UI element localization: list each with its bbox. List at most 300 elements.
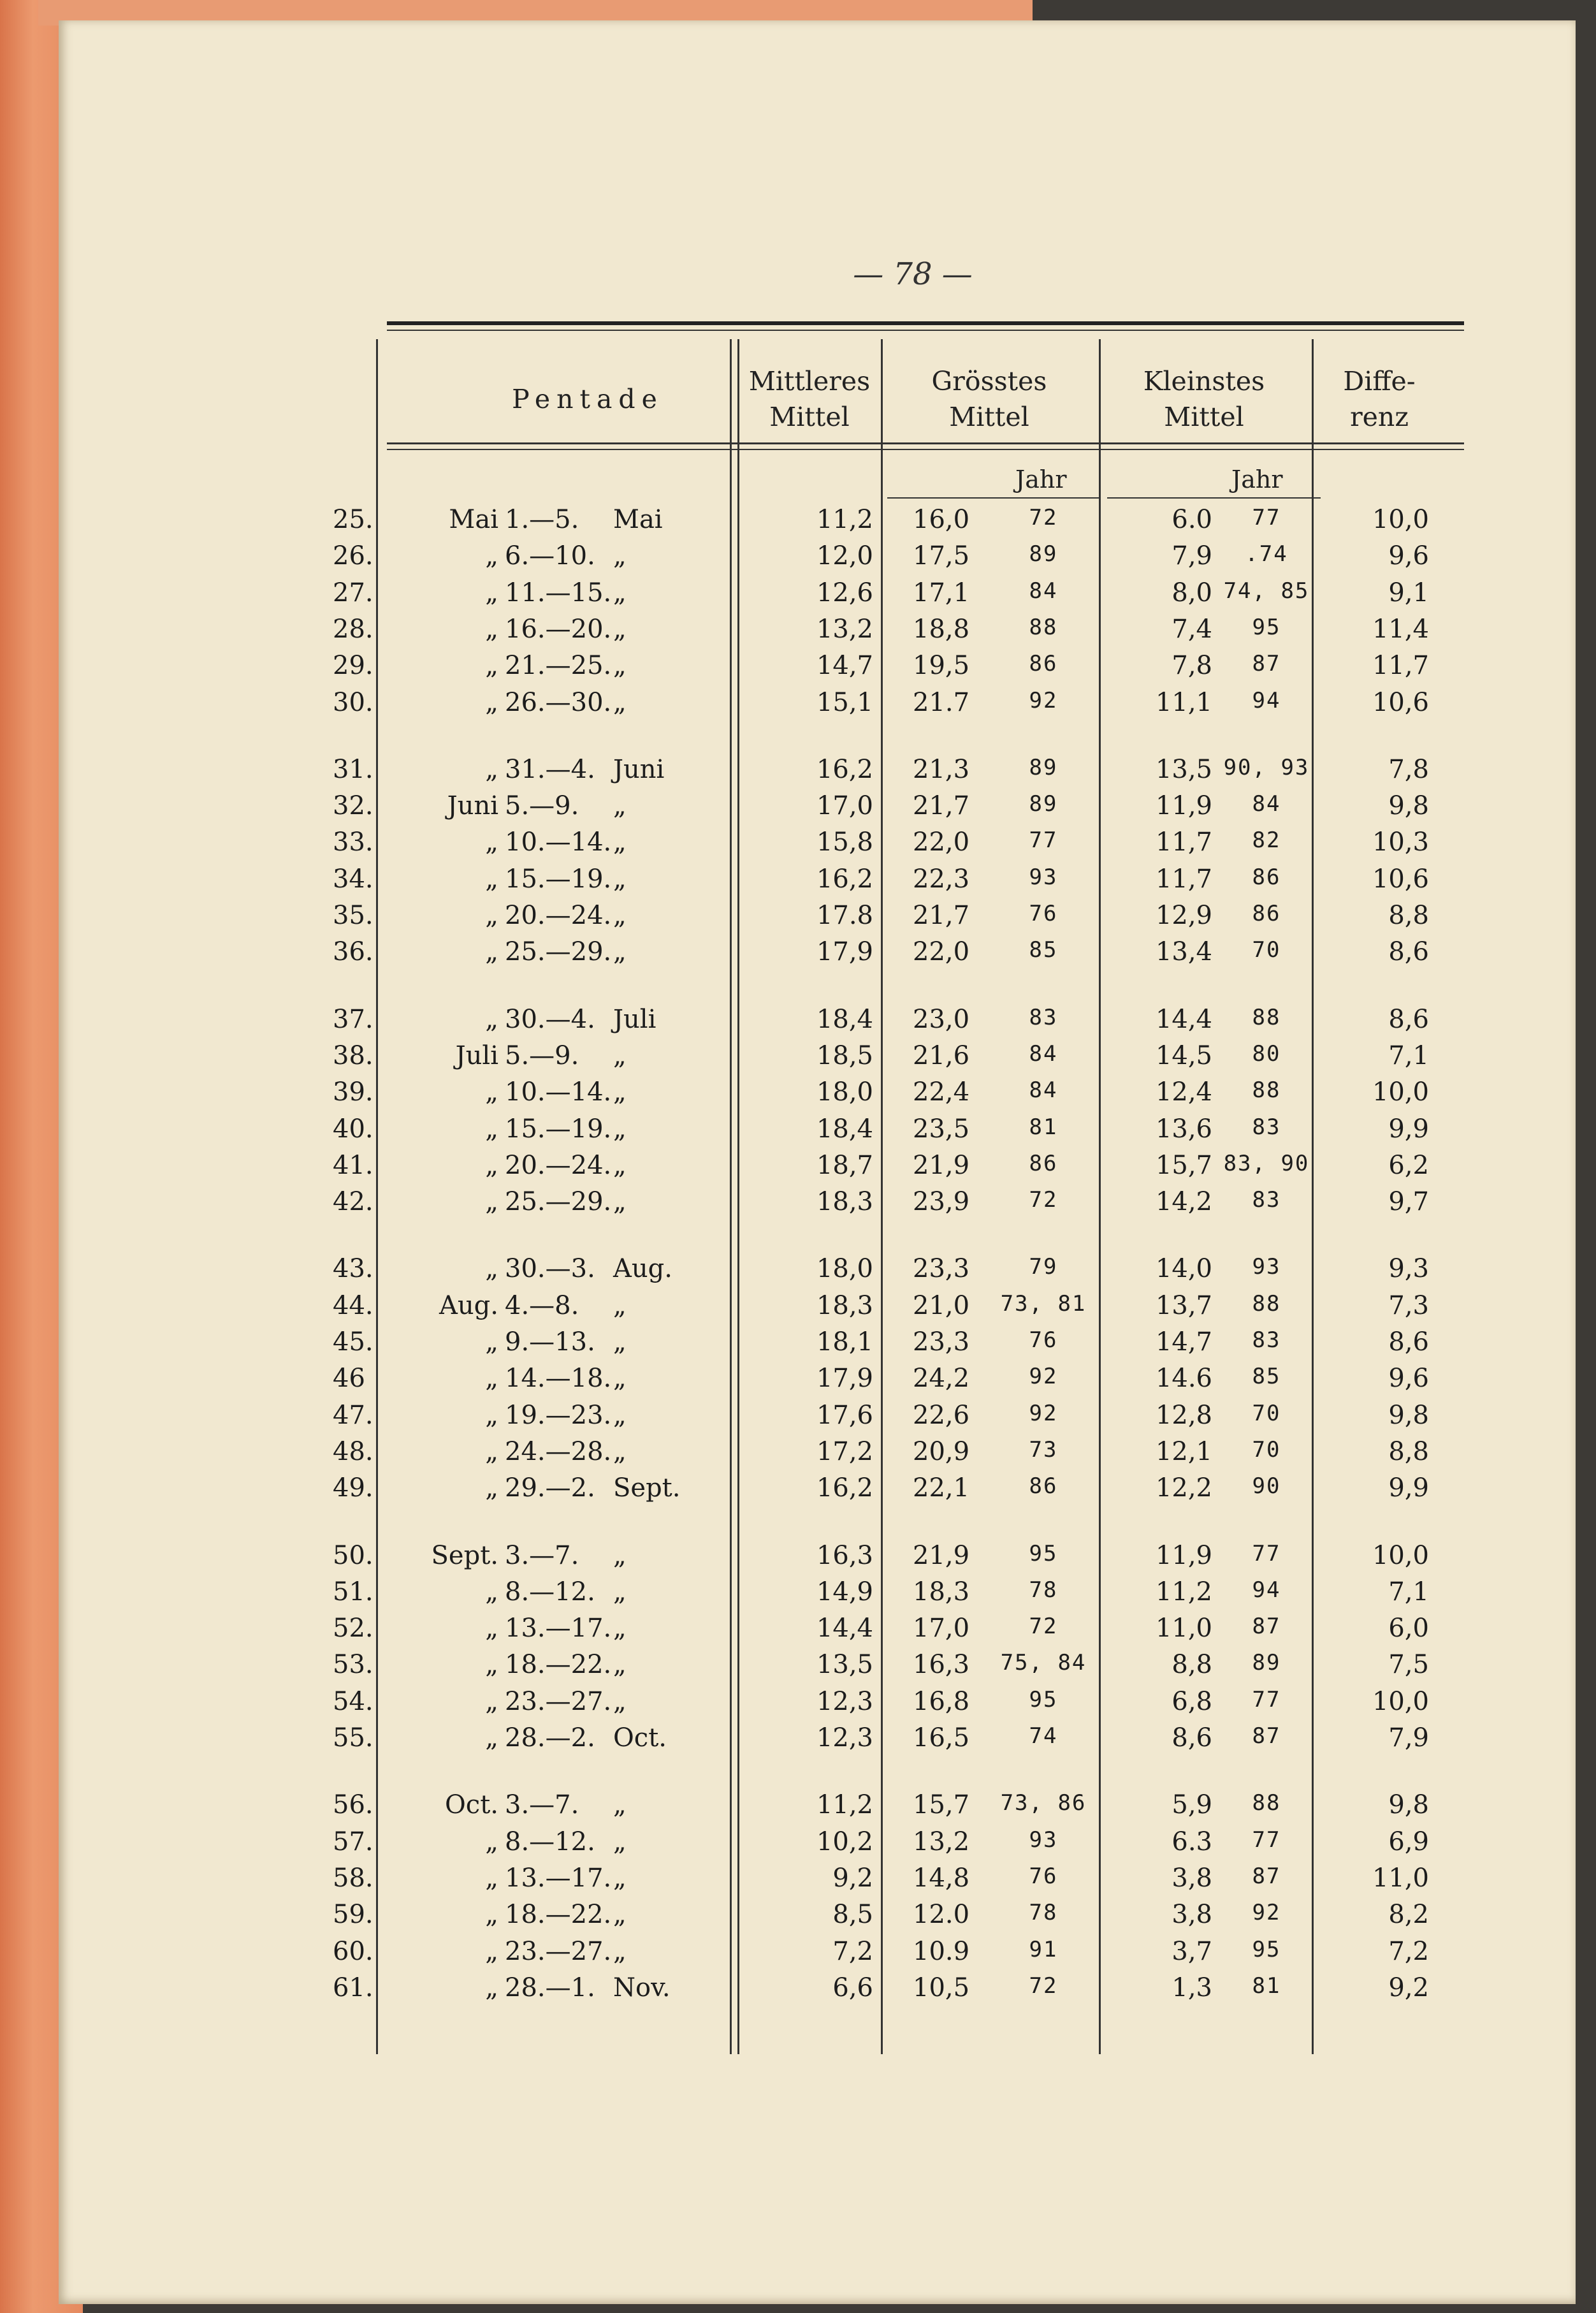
cell-max-yr: 95 [1029, 1540, 1058, 1566]
cell-tail: Sept. [613, 1473, 681, 1503]
cell-mittel: 15,8 [816, 828, 873, 857]
cell-max-yr: 86 [1029, 1150, 1058, 1176]
cell-mon: „ [485, 1973, 498, 2003]
col-rule-2 [730, 339, 732, 2054]
cell-min-yr: 80 [1252, 1040, 1281, 1067]
cell-diff: 10,6 [1372, 687, 1429, 717]
cell-max-yr: 93 [1029, 1827, 1058, 1853]
cell-min: 7,4 [1172, 614, 1212, 644]
cell-mon: „ [485, 1650, 498, 1680]
cell-no: 41. [333, 1150, 374, 1180]
cell-min-yr: 92 [1252, 1900, 1281, 1926]
cell-max: 23,3 [913, 1327, 970, 1357]
cell-mittel: 10,2 [816, 1827, 873, 1857]
cell-min: 12,8 [1155, 1400, 1212, 1430]
cell-mittel: 18,0 [816, 1077, 873, 1107]
header-groesstes [887, 363, 1091, 435]
cell-tail: „ [613, 1900, 627, 1930]
cell-min-yr: 94 [1252, 687, 1281, 713]
cell-max: 14,8 [913, 1863, 970, 1893]
cell-no: 51. [333, 1577, 374, 1607]
cell-mittel: 12,0 [816, 541, 873, 571]
cell-no: 42. [333, 1187, 374, 1217]
cell-max-yr: 89 [1029, 791, 1058, 817]
cell-range: 30.—4. [505, 1004, 595, 1034]
cell-no: 53. [333, 1650, 374, 1680]
cell-diff: 10,0 [1372, 1077, 1429, 1107]
cell-min-yr: 86 [1252, 864, 1281, 890]
cell-no: 32. [333, 791, 374, 821]
cell-no: 36. [333, 937, 374, 967]
cell-mon: „ [485, 578, 498, 608]
header-bottom-rule-2 [387, 449, 1464, 450]
cell-mon: „ [485, 1936, 498, 1966]
cell-min: 12,2 [1155, 1473, 1212, 1503]
cell-min: 14,7 [1155, 1327, 1212, 1357]
cell-range: 3.—7. [505, 1540, 579, 1570]
cell-min-yr: 88 [1252, 1790, 1281, 1816]
cell-max: 21,9 [913, 1540, 970, 1570]
cell-no: 46 [333, 1364, 365, 1394]
cell-tail: „ [613, 1040, 627, 1070]
cell-range: 10.—14. [505, 1077, 612, 1107]
cell-range: 3.—7. [505, 1790, 579, 1820]
cell-mon: „ [485, 1614, 498, 1644]
cell-min: 13,4 [1155, 937, 1212, 967]
cell-diff: 9,3 [1388, 1254, 1429, 1284]
cell-diff: 7,2 [1388, 1936, 1429, 1966]
cell-max-yr: 73, 81 [1000, 1290, 1087, 1317]
cell-min-yr: 88 [1252, 1077, 1281, 1104]
cell-mittel: 15,1 [816, 687, 873, 717]
cell-no: 45. [333, 1327, 374, 1357]
cell-tail: Juni [613, 754, 665, 784]
cell-max: 21,0 [913, 1290, 970, 1320]
cell-max-yr: 89 [1029, 754, 1058, 780]
cell-diff: 11,7 [1372, 651, 1429, 681]
cell-mon: „ [485, 937, 498, 967]
cell-max-yr: 73 [1029, 1436, 1058, 1463]
header-pentade: Pentade [512, 384, 664, 414]
cell-mon: Juli [455, 1040, 498, 1070]
cell-range: 21.—25. [505, 651, 612, 681]
cell-mittel: 12,3 [816, 1686, 873, 1716]
cell-tail: „ [613, 1686, 627, 1716]
cell-diff: 10,0 [1372, 1686, 1429, 1716]
cell-min: 6.0 [1172, 505, 1212, 534]
book-page [59, 20, 1576, 2304]
cell-max: 16,8 [913, 1686, 970, 1716]
cell-max: 21,3 [913, 754, 970, 784]
cell-mon: „ [485, 687, 498, 717]
cell-min: 12,4 [1155, 1077, 1212, 1107]
cell-diff: 7,1 [1388, 1577, 1429, 1607]
cell-max: 21,6 [913, 1040, 970, 1070]
cell-max: 23,5 [913, 1114, 970, 1144]
cell-mon: „ [485, 1473, 498, 1503]
cell-tail: „ [613, 1936, 627, 1966]
cell-range: 26.—30. [505, 687, 612, 717]
cell-tail: „ [613, 1790, 627, 1820]
cell-no: 60. [333, 1936, 374, 1966]
cell-max: 22,0 [913, 937, 970, 967]
cell-max: 21,7 [913, 901, 970, 930]
cell-max-yr: 76 [1029, 1863, 1058, 1889]
cell-no: 49. [333, 1473, 374, 1503]
cell-diff: 9,9 [1388, 1473, 1429, 1503]
cell-no: 27. [333, 578, 374, 608]
header-groesstes-line2: Mittel [949, 402, 1029, 432]
cell-tail: „ [613, 1077, 627, 1107]
cell-diff: 8,6 [1388, 1004, 1429, 1034]
header-kleinstes-line2: Mittel [1164, 402, 1244, 432]
cell-tail: Mai [613, 505, 663, 534]
cell-max: 23,0 [913, 1004, 970, 1034]
cell-diff: 9,9 [1388, 1114, 1429, 1144]
cell-diff: 9,6 [1388, 1364, 1429, 1394]
cell-min: 7,9 [1172, 541, 1212, 571]
cell-no: 44. [333, 1290, 374, 1320]
cell-min-yr: 95 [1252, 1936, 1281, 1962]
cell-range: 8.—12. [505, 1577, 595, 1607]
cell-min-yr: 77 [1252, 1827, 1281, 1853]
cell-min-yr: 88 [1252, 1290, 1281, 1317]
cell-min-yr: 82 [1252, 828, 1281, 854]
cell-max: 18,8 [913, 614, 970, 644]
cell-mittel: 16,2 [816, 864, 873, 894]
cell-mon: „ [485, 1114, 498, 1144]
cell-range: 18.—22. [505, 1650, 612, 1680]
cell-min: 11,7 [1155, 828, 1212, 857]
cell-min-yr: 70 [1252, 1436, 1281, 1463]
jahr-underline-min [1107, 497, 1321, 499]
cell-min: 14,2 [1155, 1187, 1212, 1217]
cell-mon: „ [485, 1577, 498, 1607]
cell-diff: 8,8 [1388, 1436, 1429, 1466]
cell-mittel: 17,6 [816, 1400, 873, 1430]
cell-range: 18.—22. [505, 1900, 612, 1930]
cell-max-yr: 73, 86 [1000, 1790, 1087, 1816]
cell-max-yr: 95 [1029, 1686, 1058, 1712]
cell-max: 19,5 [913, 651, 970, 681]
cell-max: 17,1 [913, 578, 970, 608]
cell-mittel: 18,7 [816, 1150, 873, 1180]
cell-max-yr: 88 [1029, 614, 1058, 640]
cell-diff: 6,9 [1388, 1827, 1429, 1857]
cell-max: 12.0 [913, 1900, 970, 1930]
cell-range: 15.—19. [505, 1114, 612, 1144]
cell-mittel: 11,2 [816, 1790, 873, 1820]
cell-mittel: 8,5 [832, 1900, 873, 1930]
cell-mon: „ [485, 614, 498, 644]
cell-min-yr: 87 [1252, 1863, 1281, 1889]
cell-min: 11,1 [1155, 687, 1212, 717]
header-mittleres-line1: Mittleres [748, 366, 871, 397]
cell-mittel: 7,2 [832, 1936, 873, 1966]
cell-range: 5.—9. [505, 1040, 579, 1070]
cell-mittel: 17,9 [816, 937, 873, 967]
cell-max-yr: 81 [1029, 1114, 1058, 1140]
cell-diff: 10,0 [1372, 505, 1429, 534]
cell-max-yr: 72 [1029, 1614, 1058, 1640]
cell-max: 22,1 [913, 1473, 970, 1503]
cell-max: 18,3 [913, 1577, 970, 1607]
cell-tail: Oct. [613, 1723, 667, 1753]
cell-range: 31.—4. [505, 754, 595, 784]
cell-max: 23,3 [913, 1254, 970, 1284]
cell-mon: Aug. [439, 1290, 498, 1320]
cell-mon: „ [485, 1827, 498, 1857]
cell-range: 15.—19. [505, 864, 612, 894]
cell-range: 5.—9. [505, 791, 579, 821]
cell-mittel: 6,6 [832, 1973, 873, 2003]
cell-min-yr: 83 [1252, 1187, 1281, 1213]
cell-diff: 7,5 [1388, 1650, 1429, 1680]
cell-range: 20.—24. [505, 1150, 612, 1180]
cell-no: 57. [333, 1827, 374, 1857]
cell-diff: 10,6 [1372, 864, 1429, 894]
cell-min: 13,6 [1155, 1114, 1212, 1144]
cell-max: 22,4 [913, 1077, 970, 1107]
cell-range: 29.—2. [505, 1473, 595, 1503]
cell-range: 23.—27. [505, 1936, 612, 1966]
cell-min: 12,1 [1155, 1436, 1212, 1466]
cell-min: 6,8 [1172, 1686, 1212, 1716]
cell-range: 4.—8. [505, 1290, 579, 1320]
cell-tail: „ [613, 651, 627, 681]
header-mittleres [739, 363, 880, 435]
cell-min-yr: 84 [1252, 791, 1281, 817]
cell-max: 16,5 [913, 1723, 970, 1753]
cell-max-yr: 72 [1029, 1973, 1058, 1999]
cell-diff: 9,1 [1388, 578, 1429, 608]
cell-min-yr: 87 [1252, 651, 1281, 677]
cell-max: 20,9 [913, 1436, 970, 1466]
cell-min: 8,8 [1172, 1650, 1212, 1680]
cell-mon: Sept. [431, 1540, 498, 1570]
cell-tail: „ [613, 1436, 627, 1466]
cell-mittel: 12,6 [816, 578, 873, 608]
cell-range: 25.—29. [505, 937, 612, 967]
cell-no: 59. [333, 1900, 374, 1930]
cell-min: 7,8 [1172, 651, 1212, 681]
cell-no: 55. [333, 1723, 374, 1753]
cell-range: 16.—20. [505, 614, 612, 644]
cell-max-yr: 86 [1029, 1473, 1058, 1499]
cell-tail: „ [613, 1614, 627, 1644]
cell-range: 6.—10. [505, 541, 595, 571]
cell-max-yr: 84 [1029, 1040, 1058, 1067]
cell-mon: „ [485, 1436, 498, 1466]
cell-min: 5,9 [1172, 1790, 1212, 1820]
cell-mon: „ [485, 1150, 498, 1180]
cell-mittel: 17,2 [816, 1436, 873, 1466]
cell-min-yr: 85 [1252, 1364, 1281, 1390]
cell-no: 61. [333, 1973, 374, 2003]
cell-tail: „ [613, 901, 627, 930]
cell-min: 14,4 [1155, 1004, 1212, 1034]
cell-range: 20.—24. [505, 901, 612, 930]
header-groesstes-line1: Grösstes [931, 366, 1047, 397]
cell-no: 25. [333, 505, 374, 534]
cell-diff: 8,6 [1388, 937, 1429, 967]
cell-max-yr: 78 [1029, 1900, 1058, 1926]
cell-range: 30.—3. [505, 1254, 595, 1284]
cell-range: 13.—17. [505, 1614, 612, 1644]
cell-range: 11.—15. [505, 578, 612, 608]
cell-tail: „ [613, 1650, 627, 1680]
cell-max-yr: 78 [1029, 1577, 1058, 1603]
cell-range: 10.—14. [505, 828, 612, 857]
cell-diff: 6,2 [1388, 1150, 1429, 1180]
cell-min-yr: 70 [1252, 937, 1281, 963]
cell-tail: „ [613, 541, 627, 571]
cell-mittel: 18,3 [816, 1290, 873, 1320]
cell-max-yr: 92 [1029, 687, 1058, 713]
cell-tail: „ [613, 864, 627, 894]
cell-min: 11,9 [1155, 1540, 1212, 1570]
cell-min-yr: 94 [1252, 1577, 1281, 1603]
cell-max-yr: 92 [1029, 1364, 1058, 1390]
cell-min-yr: 93 [1252, 1254, 1281, 1280]
cell-mittel: 14,4 [816, 1614, 873, 1644]
jahr-label-max: Jahr [1015, 465, 1067, 493]
cell-max: 22,0 [913, 828, 970, 857]
cell-min: 15,7 [1155, 1150, 1212, 1180]
cell-mittel: 17.8 [816, 901, 873, 930]
cell-max: 22,3 [913, 864, 970, 894]
cell-max: 21,7 [913, 791, 970, 821]
cell-max: 13,2 [913, 1827, 970, 1857]
cell-max-yr: 84 [1029, 1077, 1058, 1104]
cell-diff: 10,0 [1372, 1540, 1429, 1570]
cell-max: 15,7 [913, 1790, 970, 1820]
cell-min-yr: 77 [1252, 1540, 1281, 1566]
col-rule-3 [881, 339, 883, 2054]
cell-no: 38. [333, 1040, 374, 1070]
cell-min: 14,0 [1155, 1254, 1212, 1284]
cell-min: 1,3 [1172, 1973, 1212, 2003]
cell-diff: 7,8 [1388, 754, 1429, 784]
cell-no: 33. [333, 828, 374, 857]
cell-min-yr: 90, 93 [1223, 754, 1310, 780]
cell-range: 19.—23. [505, 1400, 612, 1430]
cell-mon: „ [485, 1004, 498, 1034]
cell-max: 21.7 [913, 687, 970, 717]
cell-tail: „ [613, 1364, 627, 1394]
cell-max: 23,9 [913, 1187, 970, 1217]
cell-max: 17,0 [913, 1614, 970, 1644]
cell-diff: 8,8 [1388, 901, 1429, 930]
cell-diff: 8,2 [1388, 1900, 1429, 1930]
cell-mon: „ [485, 1723, 498, 1753]
cell-tail: „ [613, 614, 627, 644]
cell-min: 3,8 [1172, 1900, 1212, 1930]
cell-mon: Mai [449, 505, 498, 534]
cell-range: 8.—12. [505, 1827, 595, 1857]
cell-mittel: 9,2 [832, 1863, 873, 1893]
cell-mittel: 18,4 [816, 1004, 873, 1034]
cell-mittel: 16,2 [816, 754, 873, 784]
cell-min: 3,7 [1172, 1936, 1212, 1966]
cell-no: 50. [333, 1540, 374, 1570]
cell-mittel: 14,9 [816, 1577, 873, 1607]
cell-no: 58. [333, 1863, 374, 1893]
cell-mittel: 17,9 [816, 1364, 873, 1394]
cell-max: 17,5 [913, 541, 970, 571]
cell-tail: „ [613, 578, 627, 608]
cell-max: 22,6 [913, 1400, 970, 1430]
cell-diff: 11,4 [1372, 614, 1429, 644]
cell-no: 47. [333, 1400, 374, 1430]
cell-mon: „ [485, 1077, 498, 1107]
cell-max: 21,9 [913, 1150, 970, 1180]
cell-mittel: 11,2 [816, 505, 873, 534]
cell-max: 24,2 [913, 1364, 970, 1394]
cell-range: 24.—28. [505, 1436, 612, 1466]
cell-diff: 9,6 [1388, 541, 1429, 571]
cell-max-yr: 74 [1029, 1723, 1058, 1749]
cell-min-yr: 70 [1252, 1400, 1281, 1426]
cell-min: 12,9 [1155, 901, 1212, 930]
cell-max-yr: 93 [1029, 864, 1058, 890]
cell-diff: 11,0 [1372, 1863, 1429, 1893]
header-differenz-line2: renz [1350, 402, 1409, 432]
table-top-rule-thin [387, 330, 1464, 331]
cell-tail: „ [613, 791, 627, 821]
col-rule-2b [737, 339, 739, 2054]
cell-mon: „ [485, 1400, 498, 1430]
cell-tail: „ [613, 1400, 627, 1430]
cell-min-yr: 87 [1252, 1723, 1281, 1749]
cell-mon: Oct. [445, 1790, 498, 1820]
cell-max-yr: 83 [1029, 1004, 1058, 1030]
cell-tail: „ [613, 937, 627, 967]
cell-no: 48. [333, 1436, 374, 1466]
cell-range: 28.—2. [505, 1723, 595, 1753]
cell-min: 11,0 [1155, 1614, 1212, 1644]
cell-min-yr: 77 [1252, 1686, 1281, 1712]
cell-min-yr: 89 [1252, 1650, 1281, 1676]
cell-min-yr: 77 [1252, 505, 1281, 530]
cell-tail: „ [613, 1863, 627, 1893]
cell-min-yr: 86 [1252, 901, 1281, 926]
cell-max: 10,5 [913, 1973, 970, 2003]
cell-min-yr: 90 [1252, 1473, 1281, 1499]
cell-max-yr: 76 [1029, 901, 1058, 926]
cell-tail: „ [613, 1290, 627, 1320]
cell-no: 40. [333, 1114, 374, 1144]
cell-diff: 9,7 [1388, 1187, 1429, 1217]
cell-min: 11,2 [1155, 1577, 1212, 1607]
cell-mon: „ [485, 1900, 498, 1930]
cell-diff: 9,8 [1388, 1790, 1429, 1820]
cell-diff: 10,3 [1372, 828, 1429, 857]
cell-max-yr: 84 [1029, 578, 1058, 604]
cell-mittel: 18,5 [816, 1040, 873, 1070]
cell-range: 13.—17. [505, 1863, 612, 1893]
cell-tail: „ [613, 1150, 627, 1180]
header-bottom-rule [387, 442, 1464, 444]
cell-mittel: 16,2 [816, 1473, 873, 1503]
cell-mittel: 12,3 [816, 1723, 873, 1753]
cell-no: 39. [333, 1077, 374, 1107]
cell-min: 3,8 [1172, 1863, 1212, 1893]
cell-mon: „ [485, 541, 498, 571]
cell-min: 6.3 [1172, 1827, 1212, 1857]
cell-min: 11,7 [1155, 864, 1212, 894]
cell-no: 29. [333, 651, 374, 681]
